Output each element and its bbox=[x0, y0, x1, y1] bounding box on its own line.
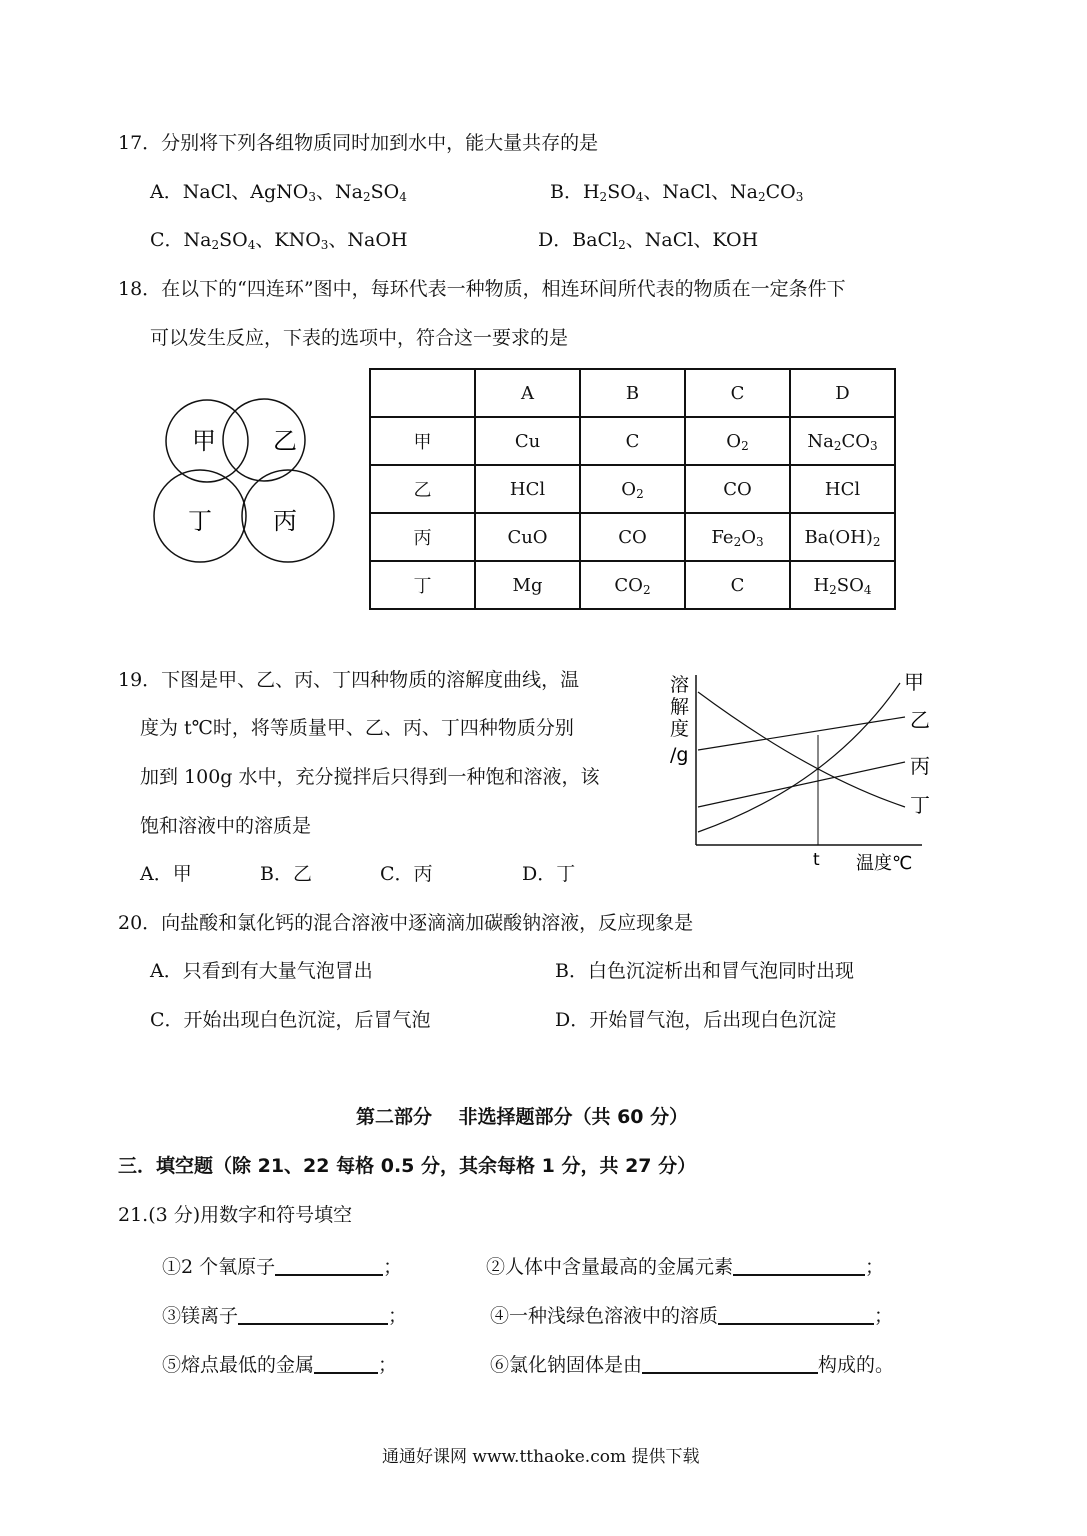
table-cell: HCl bbox=[475, 465, 580, 513]
q21-item-6: ⑥氯化钠固体是由 构成的。 bbox=[490, 1354, 895, 1376]
q19-line2: 度为 t℃时，将等质量甲、乙、丙、丁四种物质分别 bbox=[140, 717, 574, 739]
answer-blank[interactable] bbox=[275, 1256, 383, 1276]
answer-blank[interactable] bbox=[718, 1305, 874, 1325]
q21-item-4: ④一种浅绿色溶液中的溶质 ； bbox=[490, 1305, 894, 1327]
table-cell: HCl bbox=[790, 465, 895, 513]
ring-label-ding: 丁 bbox=[188, 507, 212, 535]
q18-stem-line1: 18．在以下的“四连环”图中，每环代表一种物质，相连环间所代表的物质在一定条件下 bbox=[118, 278, 846, 300]
curve-label-jia: 甲 bbox=[904, 670, 924, 694]
ylabel-char: /g bbox=[670, 744, 689, 766]
q17-option-c: C．$Na_2SO_4$、$KNO_3$、NaOH bbox=[150, 229, 408, 252]
table-cell: 甲 bbox=[370, 417, 475, 465]
q17-stem: 17．分别将下列各组物质同时加到水中，能大量共存的是 bbox=[118, 132, 599, 154]
q17-option-b: B．$H_2SO_4$、NaCl、$Na_2CO_3$ bbox=[550, 181, 804, 204]
table-cell: C bbox=[685, 369, 790, 417]
part2-title: 第二部分 非选择题部分（共 60 分） bbox=[356, 1106, 689, 1128]
answer-blank[interactable] bbox=[642, 1354, 818, 1374]
table-cell: D bbox=[790, 369, 895, 417]
q18-options-table bbox=[369, 368, 896, 610]
q20-option-d: D．开始冒气泡，后出现白色沉淀 bbox=[555, 1009, 837, 1031]
q19-option-b: B．乙 bbox=[260, 863, 312, 885]
table-cell: $CO_2$ bbox=[580, 561, 685, 609]
curve-jia bbox=[698, 683, 900, 832]
t-tick-label: t bbox=[813, 850, 820, 870]
table-cell: 丁 bbox=[370, 561, 475, 609]
four-ring-diagram bbox=[150, 392, 340, 567]
q17-option-d: D．BaCl$_2$、NaCl、KOH bbox=[538, 229, 759, 252]
curve-label-ding: 丁 bbox=[910, 793, 930, 817]
x-axis-label: 温度℃ bbox=[856, 853, 913, 874]
q18-stem-line2: 可以发生反应，下表的选项中，符合这一要求的是 bbox=[150, 327, 569, 349]
q21-item-1: ①2 个氧原子 ； bbox=[162, 1256, 403, 1278]
q19-option-d: D．丁 bbox=[522, 863, 576, 885]
q19-option-a: A．甲 bbox=[140, 863, 192, 885]
q20-option-b: B．白色沉淀析出和冒气泡同时出现 bbox=[555, 960, 854, 982]
curve-ding bbox=[698, 692, 905, 807]
q20-option-a: A．只看到有大量气泡冒出 bbox=[150, 960, 373, 982]
ylabel-char: 解 bbox=[670, 696, 690, 718]
q19-line1: 19．下图是甲、乙、丙、丁四种物质的溶解度曲线，温 bbox=[118, 669, 580, 691]
ring-label-jia: 甲 bbox=[192, 427, 216, 455]
table-cell: $O_2$ bbox=[685, 417, 790, 465]
table-cell: Mg bbox=[475, 561, 580, 609]
answer-blank[interactable] bbox=[733, 1256, 865, 1276]
table-cell bbox=[370, 369, 475, 417]
page-footer: 通通好课网 www.tthaoke.com 提供下载 bbox=[382, 1447, 700, 1467]
table-cell: $H_2SO_4$ bbox=[790, 561, 895, 609]
table-cell: 乙 bbox=[370, 465, 475, 513]
q21-stem: 21.(3 分)用数字和符号填空 bbox=[118, 1204, 353, 1226]
q21-item-2: ②人体中含量最高的金属元素 ； bbox=[486, 1256, 885, 1278]
table-cell: C bbox=[685, 561, 790, 609]
table-cell: $Fe_2O_3$ bbox=[685, 513, 790, 561]
table-cell: A bbox=[475, 369, 580, 417]
table-cell: $Ba(OH)_2$ bbox=[790, 513, 895, 561]
table-row bbox=[370, 513, 895, 561]
ring-label-bing: 丙 bbox=[273, 507, 297, 535]
curve-label-bing: 丙 bbox=[910, 754, 930, 778]
table-cell: CO bbox=[685, 465, 790, 513]
table-cell: Cu bbox=[475, 417, 580, 465]
table-cell: C bbox=[580, 417, 685, 465]
table-row bbox=[370, 417, 895, 465]
curve-yi bbox=[698, 717, 905, 750]
q20-stem: 20．向盐酸和氯化钙的混合溶液中逐滴滴加碳酸钠溶液，反应现象是 bbox=[118, 912, 694, 934]
curve-bing bbox=[698, 762, 905, 807]
ylabel-char: 溶 bbox=[670, 674, 690, 696]
q21-item-3: ③镁离子 ； bbox=[162, 1305, 408, 1327]
table-row bbox=[370, 465, 895, 513]
q21-item-5: ⑤熔点最低的金属 ； bbox=[162, 1354, 398, 1376]
answer-blank[interactable] bbox=[238, 1305, 388, 1325]
table-cell: B bbox=[580, 369, 685, 417]
q20-option-c: C．开始出现白色沉淀，后冒气泡 bbox=[150, 1009, 431, 1031]
table-cell: 丙 bbox=[370, 513, 475, 561]
ring-label-yi: 乙 bbox=[273, 427, 297, 455]
table-cell: CO bbox=[580, 513, 685, 561]
table-header-row bbox=[370, 369, 895, 417]
curve-label-yi: 乙 bbox=[910, 708, 930, 732]
ylabel-char: 度 bbox=[670, 718, 690, 740]
section-heading: 三．填空题（除 21、22 每格 0.5 分，其余每格 1 分，共 27 分） bbox=[118, 1155, 697, 1177]
answer-blank[interactable] bbox=[314, 1354, 378, 1374]
table-cell: $O_2$ bbox=[580, 465, 685, 513]
table-row bbox=[370, 561, 895, 609]
q19-line3: 加到 100g 水中，充分搅拌后只得到一种饱和溶液，该 bbox=[140, 766, 600, 788]
table-cell: CuO bbox=[475, 513, 580, 561]
q19-line4: 饱和溶液中的溶质是 bbox=[140, 815, 312, 837]
q19-option-c: C．丙 bbox=[380, 863, 433, 885]
q17-option-a: A．NaCl、AgNO$_3$、$Na_2SO_4$ bbox=[150, 181, 407, 204]
solubility-graph bbox=[660, 665, 940, 880]
table-cell: $Na_2CO_3$ bbox=[790, 417, 895, 465]
